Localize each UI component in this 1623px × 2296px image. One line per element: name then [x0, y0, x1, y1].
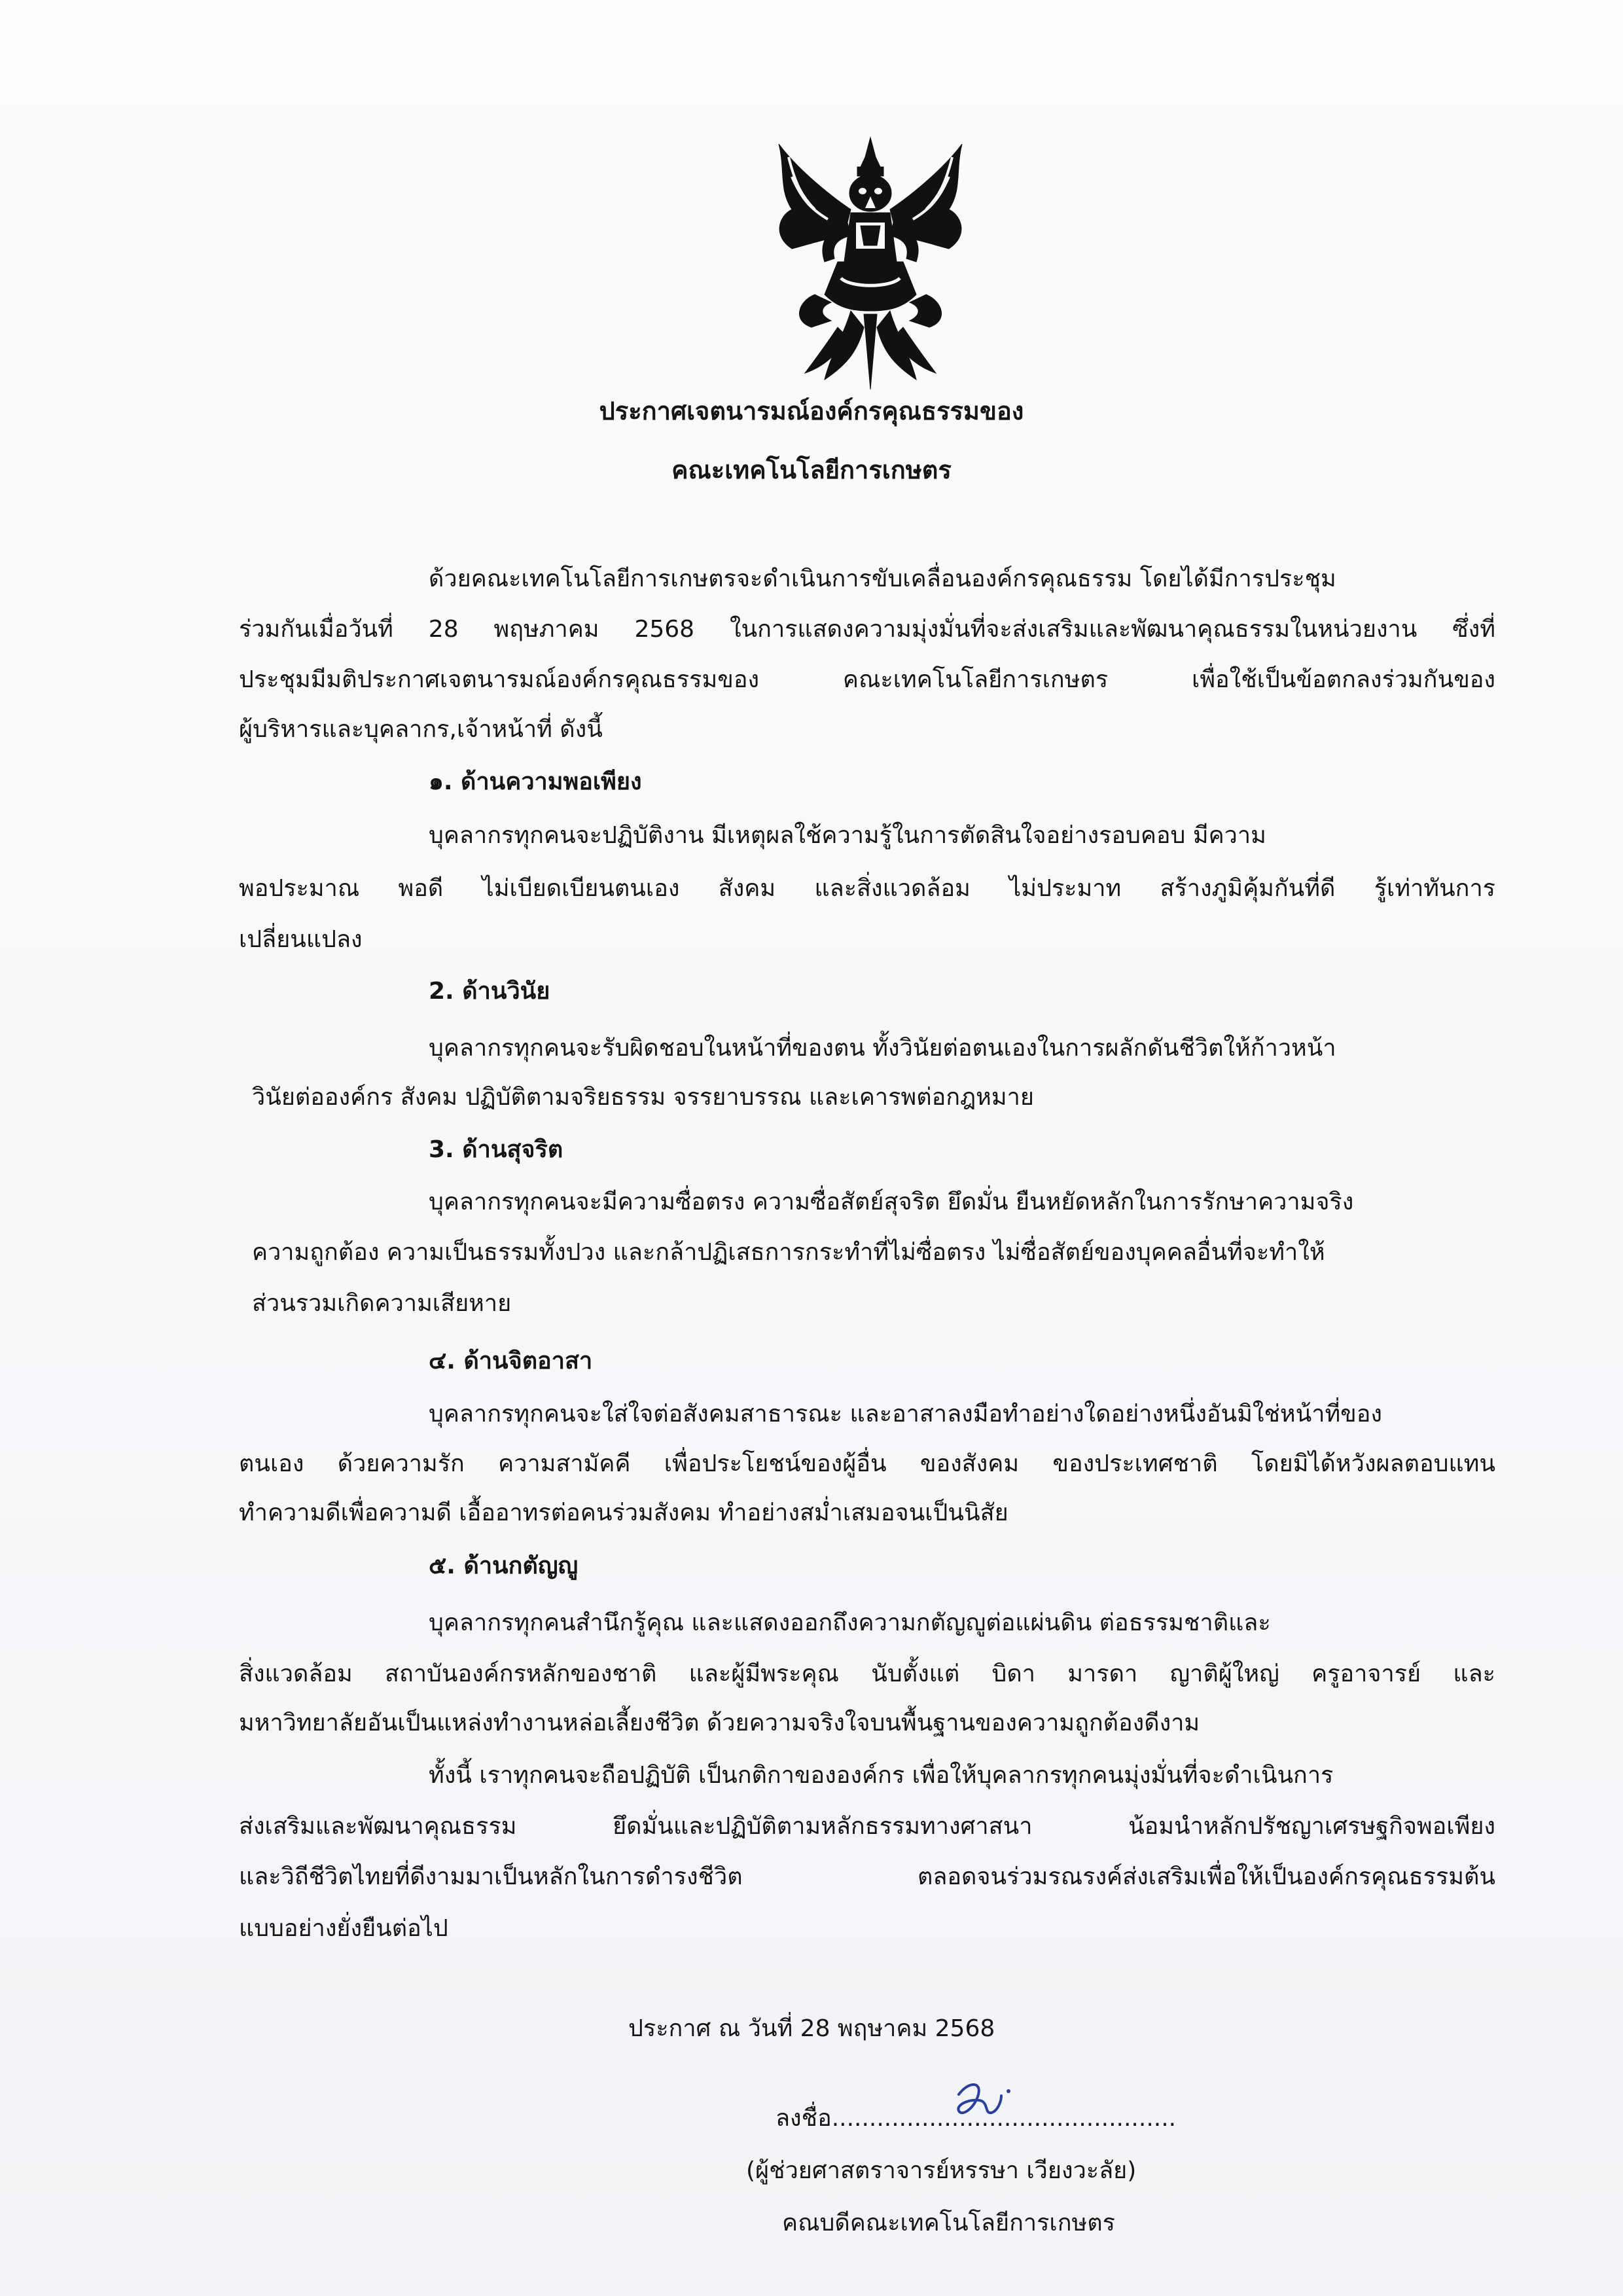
section-line: วินัยต่อองค์กร สังคม ปฏิบัติตามจริยธรรม จรรยาบรรณ และเคารพต่อกฎหมาย [252, 1084, 1034, 1111]
section-line: บุคลากรทุกคนจะรับผิดชอบในหน้าที่ของตน ทั้งวินัยต่อตนเองในการผลักดันชีวิตให้ก้าวหน้า [429, 1035, 1336, 1062]
section-line: บุคลากรทุกคนจะใส่ใจต่อสังคมสาธารณะ และอาสาลงมือทำอย่างใดอย่างหนึ่งอันมิใช่หน้าที่ของ [429, 1401, 1382, 1427]
sign-label: ลงชื่อ.............................................. [776, 2105, 1177, 2132]
section-line: มหาวิทยาลัยอันเป็นแหล่งทำงานหล่อเลี้ยงชีวิต ด้วยความจริงใจบนพื้นฐานของความถูกต้องดีงาม [239, 1710, 1200, 1736]
section-line: พอประมาณ พอดี ไม่เบียดเบียนตนเอง สังคม และสิ่งแวดล้อม ไม่ประมาท สร้างภูมิคุ้มกันที่ดี รู้เท่าทันการ [239, 875, 1495, 902]
section-heading: 2. ด้านวินัย [429, 978, 550, 1005]
section-line: ทำความดีเพื่อความดี เอื้ออาทรต่อคนร่วมสังคม ทำอย่างสม่ำเสมอจนเป็นนิสัย [239, 1499, 1008, 1526]
signatory-position: คณบดีคณะเทคโนโลยีการเกษตร [782, 2210, 1115, 2236]
section-line: ความถูกต้อง ความเป็นธรรมทั้งปวง และกล้าปฏิเสธการกระทำที่ไม่ซื่อตรง ไม่ซื่อสัตย์ของบุคคลอื่นที่จะทำให้ [252, 1239, 1325, 1266]
section-heading: ๑. ด้านความพอเพียง [429, 768, 642, 795]
section-line: ตนเอง ด้วยความรัก ความสามัคคี เพื่อประโยชน์ของผู้อื่น ของสังคม ของประเทศชาติ โดยมิได้หวังผลตอบแทน [239, 1450, 1495, 1477]
closing-line: แบบอย่างยั่งยืนต่อไป [239, 1915, 448, 1942]
intro-line: ประชุมมีมติประกาศเจตนารมณ์องค์กรคุณธรรมของ คณะเทคโนโลยีการเกษตร เพื่อใช้เป็นข้อตกลงร่วมกันของ [239, 666, 1495, 693]
section-line: เปลี่ยนแปลง [239, 926, 363, 953]
signatory-name: (ผู้ช่วยศาสตราจารย์หรรษา เวียงวะลัย) [746, 2157, 1137, 2184]
closing-line: และวิถีชีวิตไทยที่ดีงามมาเป็นหลักในการดำรงชีวิต ตลอดจนร่วมรณรงค์ส่งเสริมเพื่อให้เป็นองค์กรคุณธรรมต้น [239, 1863, 1495, 1890]
section-heading: ๕. ด้านกตัญญู [429, 1552, 579, 1579]
section-line: ส่วนรวมเกิดความเสียหาย [252, 1290, 512, 1317]
section-line: บุคลากรทุกคนจะมีความซื่อตรง ความซื่อสัตย์สุจริต ยึดมั่น ยืนหยัดหลักในการรักษาความจริง [429, 1189, 1354, 1215]
document-title-line-2: คณะเทคโนโลยีการเกษตร [671, 456, 952, 484]
intro-line: ร่วมกันเมื่อวันที่ 28 พฤษภาคม 2568 ในการแสดงความมุ่งมั่นที่จะส่งเสริมและพัฒนาคุณธรรมในหน่วยงาน ซึ่งที่ [239, 616, 1495, 643]
section-line: บุคลากรทุกคนสำนึกรู้คุณ และแสดงออกถึงความกตัญญูต่อแผ่นดิน ต่อธรรมชาติและ [429, 1609, 1271, 1636]
section-heading: 3. ด้านสุจริต [429, 1136, 563, 1163]
announcement-date: ประกาศ ณ วันที่ 28 พฤษาคม 2568 [628, 2015, 995, 2042]
section-heading: ๔. ด้านจิตอาสา [429, 1348, 593, 1374]
intro-line: ด้วยคณะเทคโนโลยีการเกษตรจะดำเนินการขับเคลื่อนองค์กรคุณธรรม โดยได้มีการประชุม [429, 565, 1336, 592]
garuda-emblem [753, 131, 988, 393]
section-line: สิ่งแวดล้อม สถาบันองค์กรหลักของชาติ และผู้มีพระคุณ นับตั้งแต่ บิดา มารดา ญาติผู้ใหญ่ ครูอาจารย์ และ [239, 1660, 1495, 1687]
section-line: บุคลากรทุกคนจะปฏิบัติงาน มีเหตุผลใช้ความรู้ในการตัดสินใจอย่างรอบคอบ มีความ [429, 822, 1266, 849]
closing-line: ทั้งนี้ เราทุกคนจะถือปฏิบัติ เป็นกติกาขององค์กร เพื่อให้บุคลากรทุกคนมุ่งมั่นที่จะดำเนินการ [429, 1762, 1334, 1789]
document-title-line-1: ประกาศเจตนารมณ์องค์กรคุณธรรมของ [599, 397, 1024, 425]
closing-line: ส่งเสริมและพัฒนาคุณธรรม ยึดมั่นและปฏิบัติตามหลักธรรมทางศาสนา น้อมนำหลักปรัชญาเศรษฐกิจพอเพียง [239, 1813, 1495, 1840]
intro-line: ผู้บริหารและบุคลากร,เจ้าหน้าที่ ดังนี้ [239, 716, 603, 743]
